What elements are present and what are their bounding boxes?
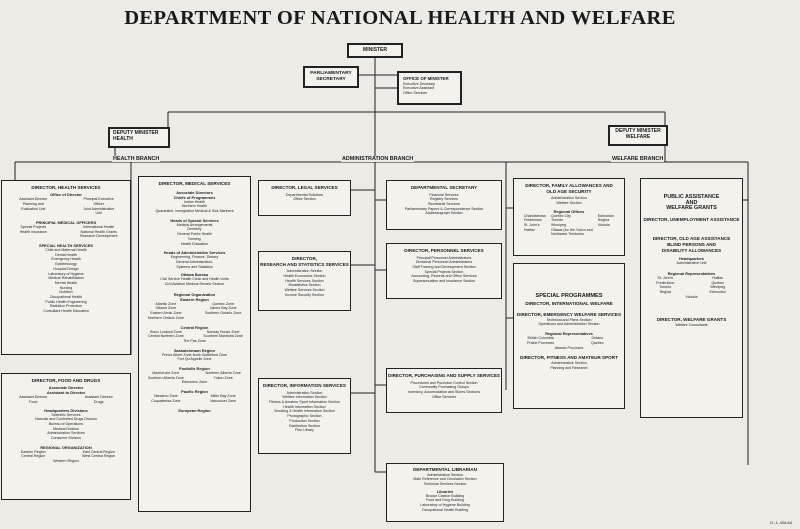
- health-branch-label: HEALTH BRANCH: [113, 156, 160, 162]
- text-line: Medical Division: [53, 426, 79, 431]
- text-cell: Special Projects: [20, 224, 47, 229]
- text-line: Prince Albert Zone North Battleford Zone: [162, 352, 227, 357]
- text-line: Public Health Engineering: [45, 299, 87, 304]
- text-line: Smoking & Health Information Section: [274, 409, 335, 414]
- text-cell: Southern Ontario Zone: [204, 311, 242, 316]
- text-line: Principal Personnel Administrators: [416, 255, 472, 260]
- text-line: Dentistry: [187, 227, 202, 232]
- text-line: Production Section: [289, 418, 320, 423]
- text-cell: Quebec: [591, 340, 604, 345]
- text-line: Mental Health: [54, 280, 78, 285]
- text-line: Winnipeg: [551, 223, 567, 227]
- text-line: Toronto: [551, 218, 564, 223]
- text-cell: Joint Administrative: [83, 206, 115, 211]
- text-line: Administration Section: [286, 269, 323, 274]
- text-cell: Winnipeg: [710, 285, 726, 290]
- text-line: Civil Aviation Medical Review Section: [164, 282, 225, 287]
- research-statistics-box: DIRECTOR, RESEARCH AND STATISTICS SERVICES Administration Section Health Economics Section Health Services Section Biostatistics Section Welfare Services Section Income Security Section: [258, 251, 351, 311]
- text-line: Ottawa (for the Yukon and: [551, 227, 593, 232]
- text-line: Food and Drug Building: [426, 498, 464, 503]
- text-cell: East Central Region: [82, 449, 115, 454]
- text-cell: Sioux Lookout Zone: [149, 329, 182, 334]
- text-line: Administration Section: [286, 390, 323, 395]
- text-cell: Ontario: [591, 336, 604, 341]
- text-line: General Administration,: [175, 259, 214, 264]
- text-cell: Central Northern Zone: [147, 334, 184, 339]
- text-cell: Fredericton: [656, 280, 675, 285]
- text-cell: Northern Ontario Zone: [147, 315, 184, 320]
- text-line: Consumer Division: [50, 436, 82, 441]
- text-line: Medical Rehabilitation: [48, 276, 84, 281]
- text-cell: Quebec Zone: [212, 301, 235, 306]
- text-line: Technical Services Section: [423, 482, 467, 486]
- text-cell: Yukon Zone: [213, 375, 233, 380]
- text-cell: Health Insurance: [19, 229, 47, 234]
- regional-office-column: [598, 214, 614, 238]
- text-cell: Assistant Director: [19, 395, 48, 400]
- text-line: Fredericton: [523, 218, 543, 223]
- text-cell: Principal Executive: [83, 197, 114, 202]
- special-programmes-box: SPECIAL PROGRAMMES DIRECTOR, INTERNATIONAL WELFARE DIRECTOR, EMERGENCY WELFARE SERVICES Technical and Plans Section Operations and Administration Section Regional Representatives British Columbia Ontario Prairie Provinces Quebec Atlantic Provinces DIRECTOR, FITNESS AND AMATEUR SPORT Administrative Section Planning and Research: [513, 263, 625, 409]
- text-cell: Southern Manitoba Zone: [203, 334, 243, 339]
- text-cell: Nanaimo Zone: [154, 394, 178, 399]
- text-line: Northwest Territories: [551, 232, 584, 237]
- text-line: Bureau of Operations: [48, 421, 84, 426]
- text-line: Halifax: [523, 227, 535, 232]
- text-cell: [197, 316, 250, 321]
- text-line: Nutrition: [59, 290, 73, 295]
- text-line: Laboratory of Hygiene Building: [420, 503, 470, 508]
- text-line: Special Projects Section: [424, 269, 464, 274]
- text-line: Administration Services: [47, 431, 85, 436]
- text-cell: MacKenzie Zone: [152, 371, 180, 376]
- text-line: Nursing: [188, 236, 201, 241]
- text-cell: Miller Bay Zone: [210, 394, 236, 399]
- text-line: Welfare Services Section: [284, 288, 325, 292]
- text-line: Staff Training and Development Section: [412, 265, 476, 269]
- text-cell: Assistant Director: [84, 395, 113, 400]
- text-line: Registry Services: [430, 197, 458, 202]
- text-line: Addressograph Section: [425, 211, 463, 216]
- text-cell: Vancouver Zone: [210, 398, 237, 403]
- text-cell: British Columbia: [527, 336, 554, 341]
- text-cell: Halifax: [712, 275, 724, 280]
- welfare-branch-label: WELFARE BRANCH: [612, 156, 664, 162]
- legal-services-box: DIRECTOR, LEGAL SERVICES Departmental Solicitors Office Section: [258, 180, 351, 216]
- text-cell: Eastern Region: [20, 449, 46, 454]
- text-line: Nursing: [59, 285, 73, 290]
- regional-office-column: [524, 214, 546, 238]
- text-line: Commodity Purchasing Groups: [419, 385, 469, 390]
- deputy-minister-welfare-box: DEPUTY MINISTER WELFARE: [608, 125, 668, 146]
- text-line: Narcotic and Controlled Drugs Division: [35, 417, 97, 422]
- text-line: Occupational Health Building: [421, 507, 469, 512]
- departmental-secretary-box: DEPARTMENTAL SECRETARY Financial Services Registry Services Secretarial Services Parliamentary Papers & Correspondence Section Addressograph Section: [386, 180, 502, 230]
- text-line: Quebec City: [551, 213, 571, 218]
- text-cell: Northern Alberta Zone: [205, 371, 241, 376]
- text-line: Health Information Section: [283, 404, 326, 409]
- text-line: Laboratory of Hygiene: [48, 271, 84, 276]
- text-pair-row: [2, 400, 130, 405]
- text-cell: Drugs: [93, 399, 104, 404]
- text-line: Film Library: [295, 428, 314, 433]
- text-cell: National Health Grants: [80, 229, 117, 234]
- text-cell: [3, 234, 64, 239]
- text-cell: Edmonton: [709, 289, 726, 294]
- text-line: Brooke Claxton Building: [425, 493, 465, 498]
- text-line: Scientific Services: [51, 412, 81, 417]
- text-line: Epidemiology: [55, 262, 77, 267]
- family-allowances-box: DIRECTOR, FAMILY ALLOWANCES AND OLD AGE SECURITY Administration Section Welfare Section Regional Offices Charlottetown Fredericton St. John's Halifax Quebec City Toronto Winnipeg Ottawa (for the Yukon and Northwest Territories Edmonton Regina Victoria: [513, 178, 625, 256]
- text-cell: Norway House Zone: [206, 329, 240, 334]
- text-line: Indian Health: [183, 199, 206, 204]
- text-line: St. John's: [523, 223, 540, 227]
- text-line: Medical Arrangements: [176, 222, 213, 227]
- text-line: Charlottetown: [523, 213, 547, 218]
- text-line: Photographic Section: [287, 414, 322, 419]
- public-assistance-box: PUBLIC ASSISTANCE AND WELFARE GRANTS DIRECTOR, UNEMPLOYMENT ASSISTANCE DIRECTOR, OLD AGE ASSISTANCE BLIND PERSONS AND DISABILITY ALLOWANCES Headquarters Administrative Unit Regional Representatives St. John's Halifax Fredericton Quebec Toronto Winnipeg Regina Edmonton Victoria DIRECTOR, WELFARE GRANTS Welfare Consultants: [640, 178, 743, 418]
- text-line: Regina: [597, 218, 610, 223]
- text-line: Health Services Section: [285, 278, 324, 283]
- text-line: General Public Health: [177, 232, 212, 237]
- text-line: Northern Health: [181, 204, 208, 209]
- text-cell: Unit: [95, 211, 102, 216]
- information-services-box: DIRECTOR, INFORMATION SERVICES Administration Section Welfare Information Section Fitness & Amateur Sport Information Section Health Information Section Smoking & Health Information Section Photographic Section Production Section Distribution Section Film Library: [258, 378, 351, 454]
- text-cell: Southern Alberta Zone: [147, 375, 184, 380]
- text-cell: Officer: [93, 201, 104, 206]
- page-title: DEPARTMENT OF NATIONAL HEALTH AND WELFARE: [124, 7, 676, 29]
- food-drugs-box: DIRECTOR, FOOD AND DRUGS Associate Director Assistant to Director Assistant Director Assistant Director Food Drugs Headquarters Divisions Scientific Services Narcotic and Controlled Drugs Division Bureau of Operations Medical Division Administration Services Consumer Division REGIONAL ORGANIZATION Eastern Region East Central Region Central Region West Central Region Western Region: [1, 373, 131, 500]
- text-line: Welfare Information Section: [282, 395, 327, 400]
- text-line: Main Reference and Circulation Section: [413, 477, 477, 482]
- text-line: Inventory, Accomodation and Stores Sections: [407, 390, 481, 394]
- text-cell: Coqualeetza Zone: [151, 398, 181, 403]
- departmental-librarian-box: DEPARTMENTAL LIBRARIAN Administration Section Main Reference and Circulation Section Technical Services Section Libraries Brooke Claxton Building Food and Drug Building Laboratory of Hygiene Building Occupational Health Building: [386, 463, 504, 522]
- personnel-services-box: DIRECTOR, PERSONNEL SERVICES Principal Personnel Administrators Divisional Personnel Administrators Staff Training and Development Section Special Projects Section Accounting, Records and Office Services Superannuation and Insurance Section: [386, 243, 502, 299]
- purchasing-supply-box: DIRECTOR, PURCHASING AND SUPPLY SERVICES Procedures and Purchase Control Section Commodity Purchasing Groups Inventory, Accomodation and Stores Sections Office Services: [386, 368, 502, 413]
- text-line: Systems and Statistics: [176, 264, 213, 269]
- text-line: Fort Qu'Appelle Zone: [177, 357, 212, 362]
- text-cell: Research Development: [79, 234, 118, 239]
- text-line: Consultant Health Education: [43, 309, 89, 314]
- text-cell: Eastern Arctic Zone: [150, 311, 182, 316]
- text-line: Health Economics Section: [283, 273, 326, 278]
- text-line: Dental Health: [55, 252, 77, 257]
- text-cell: Food: [29, 399, 38, 404]
- text-line: Civil Service Health Clinic and Health Units: [160, 277, 229, 282]
- minister-box: MINISTER: [347, 43, 403, 58]
- text-line: Engineering, Finance, Dietary: [170, 255, 219, 260]
- text-cell: Atlantic Zone: [155, 301, 177, 306]
- text-cell: [3, 211, 64, 216]
- text-cell: St. John's: [657, 275, 674, 280]
- text-cell: International Health: [83, 224, 115, 229]
- text-cell: James Bay Zone: [209, 306, 237, 311]
- office-of-minister-box: OFFICE OF MINISTER Executive Secretary Executive Assistant Office Services: [397, 71, 462, 105]
- text-pair-row: [139, 316, 250, 321]
- text-cell: Regina: [659, 289, 671, 294]
- text-line: Edmonton: [597, 213, 615, 218]
- text-line: Financial Services: [429, 192, 459, 197]
- text-line: Administration Section: [427, 472, 463, 477]
- text-line: Income Security Section: [285, 292, 324, 297]
- text-line: Victoria: [597, 223, 610, 227]
- text-line: Divisional Personnel Administrators: [415, 260, 473, 265]
- text-line: Office Services: [431, 394, 457, 399]
- text-pair-row: [139, 399, 250, 404]
- text-cell: Assistant Director: [19, 197, 48, 202]
- text-line: Parliamentary Papers & Correspondence Section: [404, 206, 484, 211]
- text-line: Secretarial Services: [428, 202, 460, 206]
- health-services-box: DIRECTOR, HEALTH SERVICES Office of Director Assistant Director Principal Executive Planning and Officer Evaluation Unit Joint Administrative Unit PRINCIPAL MEDICAL OFFICERS Special Projects International Health Health Insurance National Health Grants Research Development SPECIAL HEALTH SERVICES Child and Maternal Health Dental Health Emergency Health Epidemiology Hospital Design Laboratory of Hygiene Medical Rehabilitation Mental Health Nursing Nutrition Occupational Health Public Health Engineering Radiation Protection Consultant Health Education: [1, 180, 131, 355]
- text-cell: Quebec: [711, 280, 725, 285]
- text-cell: Toronto: [659, 285, 672, 290]
- text-pair-row: [2, 211, 130, 216]
- text-pair-row: [2, 234, 130, 239]
- text-line: Occupational Health: [49, 295, 83, 300]
- text-cell: Central Region: [21, 454, 46, 459]
- regional-office-column: [551, 214, 593, 238]
- administration-branch-label: ADMINISTRATION BRANCH: [342, 156, 414, 162]
- text-line: Distribution Section: [289, 423, 320, 428]
- parliamentary-secretary-box: PARLIAMENTARY SECRETARY: [303, 66, 359, 88]
- text-line: Accounting, Records and Office Services: [411, 274, 477, 279]
- text-line: Emergency Health: [51, 257, 81, 262]
- text-cell: Evaluation Unit: [21, 206, 46, 211]
- text-line: Procedures and Purchase Control Section: [410, 380, 478, 385]
- text-cell: West Central Region: [82, 454, 116, 459]
- text-cell: Ottawa Zone: [155, 306, 177, 311]
- medical-services-box: DIRECTOR, MEDICAL SERVICES Associate Directors Chiefs of Programmes Indian Health Northern Health Quarantine, Immigration Medical & Sick Mariners Heads of Special Services Medical Arrangements Dentistry General Public Health Nursing Health Education Heads of Administrative Services Engineering, Finance, Dietary General Administration, Systems and Statistics Ottawa Bureau Civil Service Health Clinic and Health Units Civil Aviation Medical Review Section Regional Organization Eastern Region Atlantic Zone Quebec Zone Ottawa Zone James Bay Zone Eastern Arctic Zone Southern Ontario Zone Northern Ontario Zone Central Region Sioux Lookout Zone Norway House Zone Central Northern Zone Southern Manitoba Zone The Pas Zone Saskatchewan Region Prince Albert Zone North Battleford Zone Fort Qu'Appelle Zone Foothills Region MacKenzie Zone Northern Alberta Zone Southern Alberta Zone Yukon Zone Edmonton Zone Pacific Region Nanaimo Zone Miller Bay Zone Coqualeetza Zone Vancouver Zone European Region: [138, 176, 251, 512]
- text-line: Radiation Protection: [49, 304, 83, 309]
- text-line: Quarantine, Immigration Medical & Sick Mariners: [155, 209, 234, 213]
- footer-code: D.-1.-Wd-64: [770, 520, 792, 525]
- text-line: Fitness & Amateur Sport Information Section: [269, 400, 340, 404]
- text-line: Child and Maternal Health: [45, 248, 87, 253]
- text-line: Health Education: [180, 241, 209, 246]
- text-cell: Prairie Provinces: [527, 340, 555, 345]
- text-line: Hospital Design: [53, 266, 79, 271]
- text-cell: Planning and: [22, 201, 44, 206]
- text-line: Superannuation and Insurance Section: [412, 279, 476, 284]
- deputy-minister-health-box: DEPUTY MINISTER HEALTH: [108, 127, 170, 148]
- text-line: Biostatistics Section: [288, 283, 321, 288]
